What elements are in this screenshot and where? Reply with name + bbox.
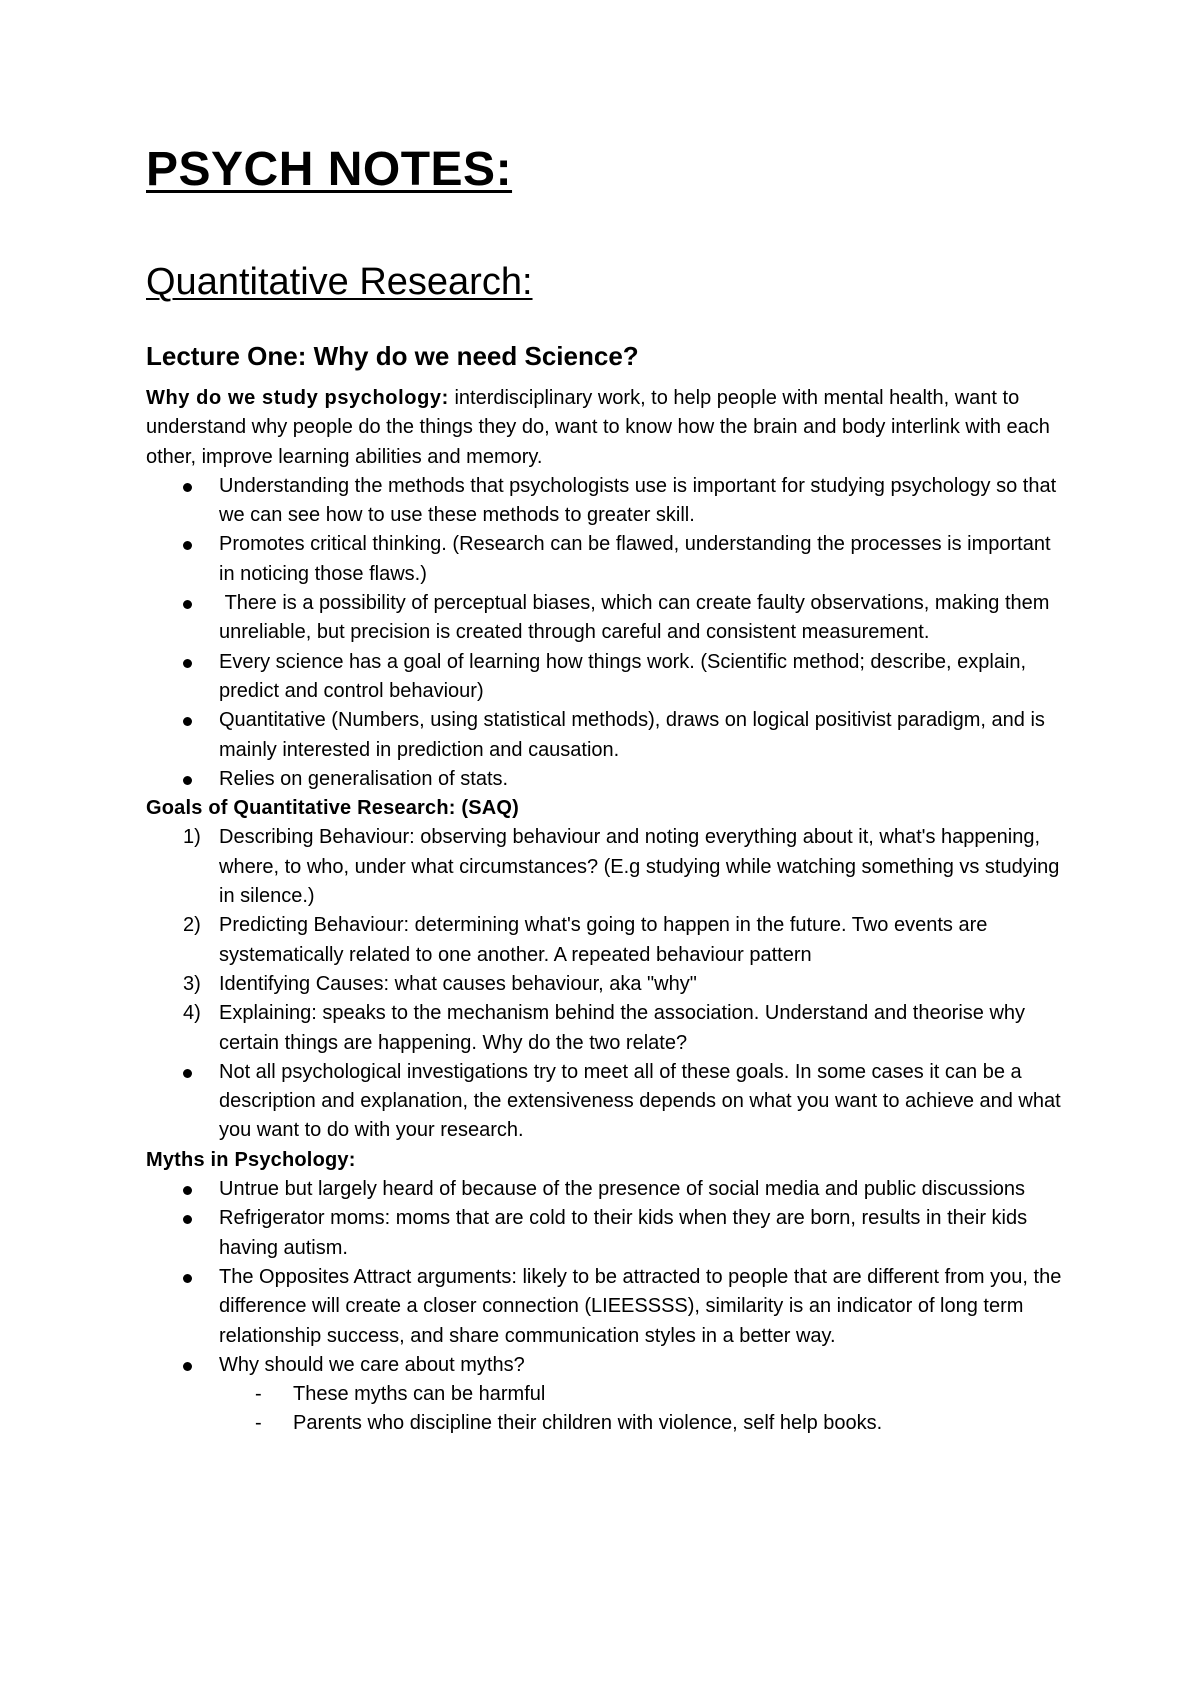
bullet-icon bbox=[183, 776, 192, 785]
list-item: There is a possibility of perceptual biases, which can create faulty observations, making them unreliable, but precision is created through careful and consistent measurement. bbox=[146, 589, 1066, 648]
bullet-icon bbox=[183, 1362, 192, 1371]
list-item: 1) Describing Behaviour: observing behaviour and noting everything about it, what's happening, where, to who, under what circumstances? (E.g studying while watching something vs studying in silence.) bbox=[146, 823, 1066, 911]
goals-numbered-list bbox=[146, 823, 1066, 1057]
bullet-icon bbox=[183, 1274, 192, 1283]
list-item: Understanding the methods that psychologists use is important for studying psychology so that we can see how to use these methods to greater skill. bbox=[146, 472, 1066, 531]
list-item: Relies on generalisation of stats. bbox=[146, 765, 1066, 794]
list-number: 3) bbox=[183, 972, 201, 995]
bullet-icon bbox=[183, 541, 192, 550]
bullet-icon bbox=[183, 1069, 192, 1078]
list-number: 2) bbox=[183, 914, 201, 937]
list-item: Every science has a goal of learning how things work. (Scientific method; describe, explain, predict and control behaviour) bbox=[146, 648, 1066, 707]
goals-note-list bbox=[146, 1058, 1066, 1146]
list-item: Refrigerator moms: moms that are cold to their kids when they are born, results in their kids having autism. bbox=[146, 1204, 1066, 1263]
list-item: 4) Explaining: speaks to the mechanism behind the association. Understand and theorise why certain things are happening. Why do the two relate? bbox=[146, 999, 1066, 1058]
myths-bullet-list bbox=[146, 1175, 1066, 1439]
list-item: Promotes critical thinking. (Research can be flawed, understanding the processes is important in noticing those flaws.) bbox=[146, 530, 1066, 589]
lecture-heading: Lecture One: Why do we need Science? bbox=[146, 341, 639, 371]
list-item: 2) Predicting Behaviour: determining what's going to happen in the future. Two events are systematically related to one another. A repeated behaviour pattern bbox=[146, 911, 1066, 970]
bullet-icon bbox=[183, 659, 192, 668]
intro-bullet-list bbox=[146, 472, 1066, 794]
bullet-icon bbox=[183, 717, 192, 726]
list-item: 3) Identifying Causes: what causes behaviour, aka "why" bbox=[146, 970, 1066, 999]
bullet-icon bbox=[183, 600, 192, 609]
list-number: 1) bbox=[183, 826, 201, 849]
list-number: 4) bbox=[183, 1002, 201, 1025]
dash-marker: - bbox=[255, 1412, 262, 1435]
section-title: Quantitative Research: bbox=[146, 261, 533, 303]
list-item: - Parents who discipline their children with violence, self help books. bbox=[219, 1409, 1066, 1438]
list-item: - These myths can be harmful bbox=[219, 1380, 1066, 1409]
list-item: Why should we care about myths? - These myths can be harmful - Parents who discipline their children with violence, self help books. bbox=[146, 1351, 1066, 1439]
bullet-icon bbox=[183, 1215, 192, 1224]
intro-text: interdisciplinary work, to help people with mental health, want to understand why people do the things they do, want to know how the brain and body interlink with each other, improve learning abilities and memory. bbox=[146, 387, 1050, 468]
list-item: Untrue but largely heard of because of the presence of social media and public discussions bbox=[146, 1175, 1066, 1204]
bullet-icon bbox=[183, 1186, 192, 1195]
goals-heading: Goals of Quantitative Research: (SAQ) bbox=[146, 797, 520, 820]
myths-heading: Myths in Psychology: bbox=[146, 1148, 356, 1171]
intro-lead: Why do we study psychology: bbox=[146, 387, 449, 409]
list-item: Not all psychological investigations try to meet all of these goals. In some cases it can be a description and explanation, the extensiveness depends on what you want to achieve and what you want to do with your research. bbox=[146, 1058, 1066, 1146]
intro-paragraph bbox=[146, 384, 1066, 472]
notes-body bbox=[146, 384, 1066, 1439]
list-item: Quantitative (Numbers, using statistical methods), draws on logical positivist paradigm, and is mainly interested in prediction and causation. bbox=[146, 706, 1066, 765]
document-page bbox=[146, 140, 1066, 1435]
myths-sub-list bbox=[219, 1380, 1066, 1439]
list-item: The Opposites Attract arguments: likely to be attracted to people that are different from you, the difference will create a closer connection (LIEESSSS), similarity is an indicator of long term relationship success, and share communication styles in a better way. bbox=[146, 1263, 1066, 1351]
page-title: PSYCH NOTES: bbox=[146, 143, 513, 196]
dash-marker: - bbox=[255, 1383, 262, 1406]
bullet-icon bbox=[183, 483, 192, 492]
